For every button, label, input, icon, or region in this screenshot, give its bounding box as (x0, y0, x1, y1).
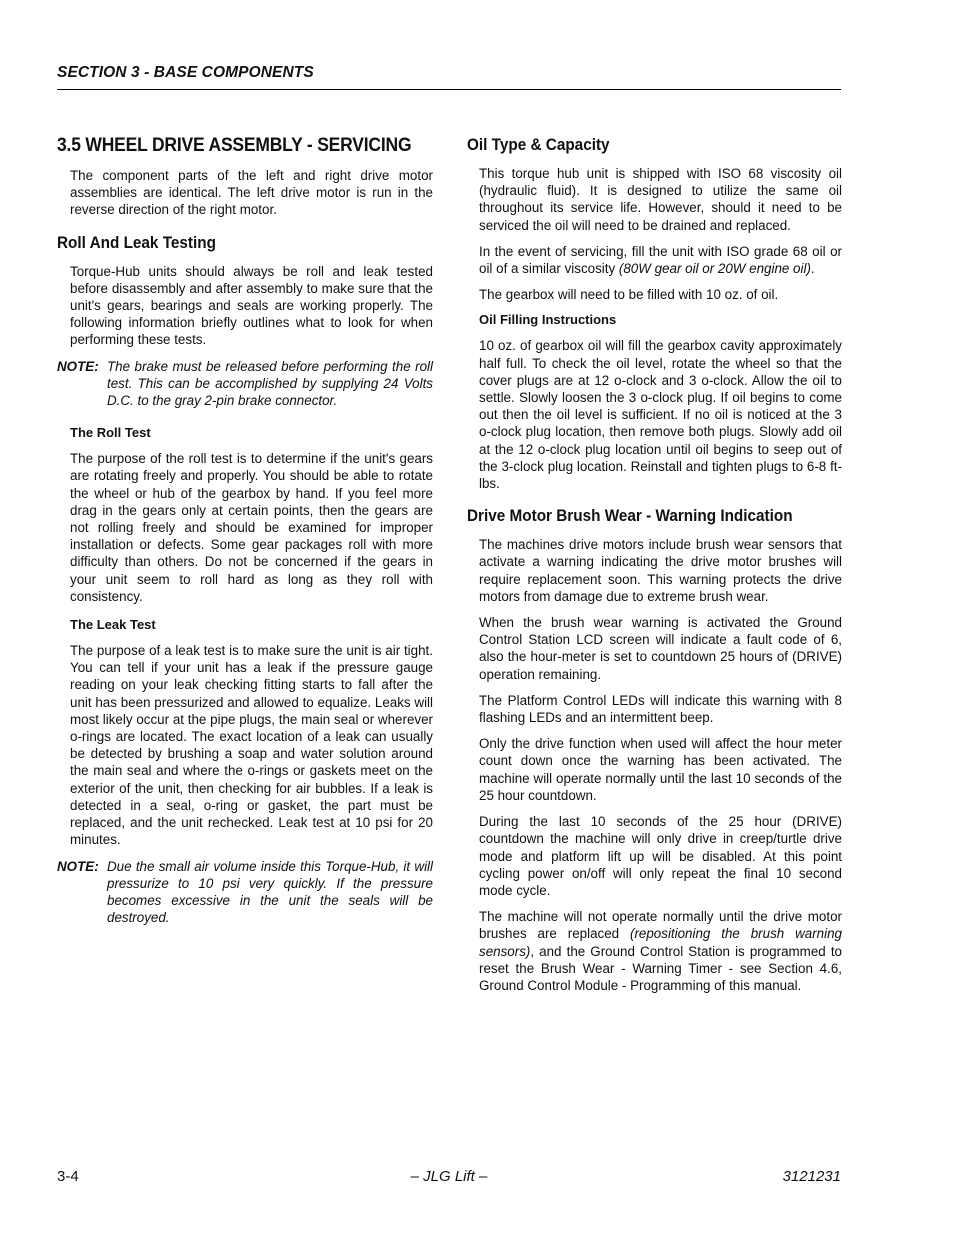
note-brake (57, 358, 433, 410)
roll-leak-heading: Roll And Leak Testing (57, 232, 216, 252)
brush-paragraph-1: The machines drive motors include brush wear sensors that activate a warning indicating the drive motor brushes will require replacement soon. This warning protects the drive motors from damage due to extreme brush wear. (479, 537, 842, 604)
roll-leak-paragraph: Torque-Hub units should always be roll and leak tested before disassembly and after assembly to make sure that the unit's gears, bearings and seals are working properly. The following information briefly outlines what to look for when performing these tests. (70, 263, 433, 348)
brush-paragraph-3: The Platform Control LEDs will indicate this warning with 8 flashing LEDs and an intermittent beep. (479, 692, 842, 726)
note-label: NOTE: (57, 358, 99, 374)
oil-text: In the event of servicing, fill the unit with ISO grade 68 oil or oil of a similar viscosity (479, 243, 842, 277)
note-label: NOTE: (57, 858, 99, 874)
oil-text-end: . (810, 261, 815, 277)
oil-paragraph-3: The gearbox will need to be filled with 10 oz. of oil. (479, 287, 779, 303)
roll-test-paragraph: The purpose of the roll test is to determine if the unit's gears are rotating freely and properly. You should be able to rotate the wheel or hub of the gearbox by hand. If you feel more drag in the gears only at certain points, then the gears are not rolling freely and should be examined for improper installation or defects. Some gear packages roll with more difficulty than others. Do not be concerned if the gears in your unit seem to roll hard as long as they roll with consistency. (70, 451, 433, 604)
page-header (57, 64, 841, 90)
brush-text-italic: (repositioning the brush warning sensors) (479, 926, 842, 959)
oil-filling-paragraph: 10 oz. of gearbox oil will fill the gearbox cavity approximately half full. To check the oil level, rotate the wheel so that the cover plugs are at 12 o-clock and 3 o-clock. Allow the oil to settle. Slowly loosen the 3 o-clock plug. If oil begins to come out then the oil level is sufficient. If no oil is noticed at the 3 o-clock plug location, then remove both plugs. Slowly add oil at the 12 o-clock plug location until oil begins to seep out of the 3-clock plug location. Reinstall and tighten plugs to 6-8 ft-lbs. (479, 338, 842, 492)
oil-filling-heading: Oil Filling Instructions (479, 312, 617, 328)
brush-text-end: , and the Ground Control Station is programmed to reset the Brush Wear - Warning Timer - see Section 4.6, Ground Control Module - Programming of this manual. (479, 943, 842, 993)
section-title: SECTION 3 - BASE COMPONENTS (57, 64, 314, 81)
page-number: 3-4 (57, 1168, 79, 1185)
oil-heading: Oil Type & Capacity (467, 135, 610, 154)
brush-text: The machine will not operate normally until the drive motor brushes are replaced (479, 909, 842, 942)
brush-paragraph-2: When the brush wear warning is activated the Ground Control Station LCD screen will indicate a fault code of 6, also the hour-meter is set to countdown 25 hours of (DRIVE) operation remaining. (479, 615, 842, 682)
brush-paragraph-6 (479, 908, 842, 994)
intro-paragraph: The component parts of the left and right drive motor assemblies are identical. The left drive motor is run in the reverse direction of the right motor. (70, 168, 433, 218)
note-air-volume (57, 858, 433, 927)
main-heading: 3.5 WHEEL DRIVE ASSEMBLY - SERVICING (57, 135, 412, 156)
left-column (57, 130, 433, 938)
footer-publisher: – JLG Lift – (410, 1168, 488, 1185)
brush-paragraph-4: Only the drive function when used will affect the hour meter count down once the warning has been activated. The machine will operate normally until the last 10 seconds of the 25 hour countdown. (479, 736, 842, 803)
brush-paragraph-5: During the last 10 seconds of the 25 hour (DRIVE) countdown the machine will only drive in creep/turtle drive mode and platform lift up will be disabled. At this point cycling power on/off will only repeat the final 10 second mode cycle. (479, 814, 842, 898)
document-number: 3121231 (782, 1168, 841, 1185)
roll-test-heading: The Roll Test (70, 425, 151, 441)
oil-spec: (80W gear oil or 20W engine oil) (618, 261, 811, 277)
note-text: The brake must be released before performing the roll test. This can be accomplished by supplying 24 Volts D.C. to the gray 2-pin brake connector. (107, 358, 433, 409)
leak-test-paragraph: The purpose of a leak test is to make sure the unit is air tight. You can tell if your unit has a leak if the pressure gauge reading on your leak checking fitting starts to fall after the unit has been pressurized and allowed to equalize. Leaks will most likely occur at the pipe plugs, the main seal or wherever o-rings are located. The exact location of a leak can usually be detected by brushing a soap and water solution around the main seal and where the o-rings or gaskets meet on the exterior of the unit, then checking for air bubbles. If a leak is detected in a seal, o-ring or gasket, the part must be replaced, and the unit rechecked. Leak test at 10 psi for 20 minutes. (70, 643, 433, 848)
leak-test-heading: The Leak Test (70, 617, 156, 633)
oil-paragraph-1: This torque hub unit is shipped with ISO 68 viscosity oil (hydraulic fluid). It is designed to utilize the same oil throughout its service life. However, should it need to be serviced the oil will need to be drained and replaced. (479, 166, 842, 233)
note-text: Due the small air volume inside this Torque-Hub, it will pressurize to 10 psi very quickly. If the pressure becomes excessive in the unit the seals will be destroyed. (107, 858, 433, 926)
right-column (467, 130, 842, 1003)
brush-wear-heading: Drive Motor Brush Wear - Warning Indication (467, 506, 793, 526)
oil-paragraph-2 (479, 243, 842, 277)
